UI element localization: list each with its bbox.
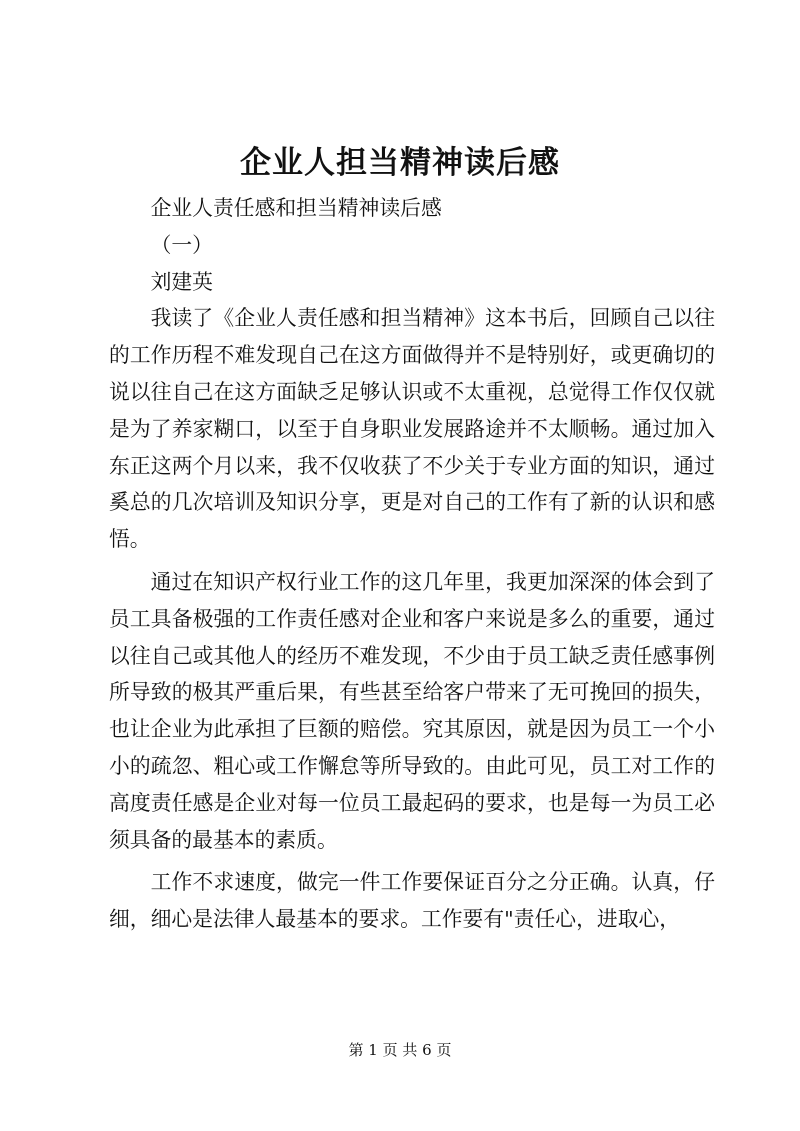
section-marker: （一） (150, 232, 213, 257)
paragraph-1: 我读了《企业人责任感和担当精神》这本书后，回顾自己以往的工作历程不难发现自己在这方面做得并不是特别好，或更确切的说以往自己在这方面缺乏足够认识或不太重视，总觉得工作仅仅就是为了养家糊口，以至于自身职业发展路途并不太顺畅。通过加入东正这两个月以来，我不仅收获了不少关于专业方面的知识，通过奚总的几次培训及知识分享，更是对自己的工作有了新的认识和感悟。 (109, 306, 715, 552)
author-name: 刘建英 (150, 269, 213, 294)
paragraph-3: 工作不求速度，做完一件工作要保证百分之分正确。认真，仔细，细心是法律人最基本的要求。工作要有"责任心，进取心， (109, 870, 715, 932)
page-footer: 第 1 页 共 6 页 (348, 1041, 452, 1059)
subtitle-line: 企业人责任感和担当精神读后感 (150, 196, 442, 220)
paragraph-2: 通过在知识产权行业工作的这几年里，我更加深深的体会到了员工具备极强的工作责任感对企业和客户来说是多么的重要，通过以往自己或其他人的经历不难发现，不少由于员工缺乏责任感事例所导致的极其严重后果，有些甚至给客户带来了无可挽回的损失，也让企业为此承担了巨额的赔偿。究其原因，就是因为员工一个小小的疏忽、粗心或工作懈怠等所导致的。由此可见，员工对工作的高度责任感是企业对每一位员工最起码的要求，也是每一为员工必须具备的最基本的素质。 (109, 569, 715, 852)
document-title: 企业人担当精神读后感 (240, 145, 560, 181)
document-body (109, 190, 715, 938)
